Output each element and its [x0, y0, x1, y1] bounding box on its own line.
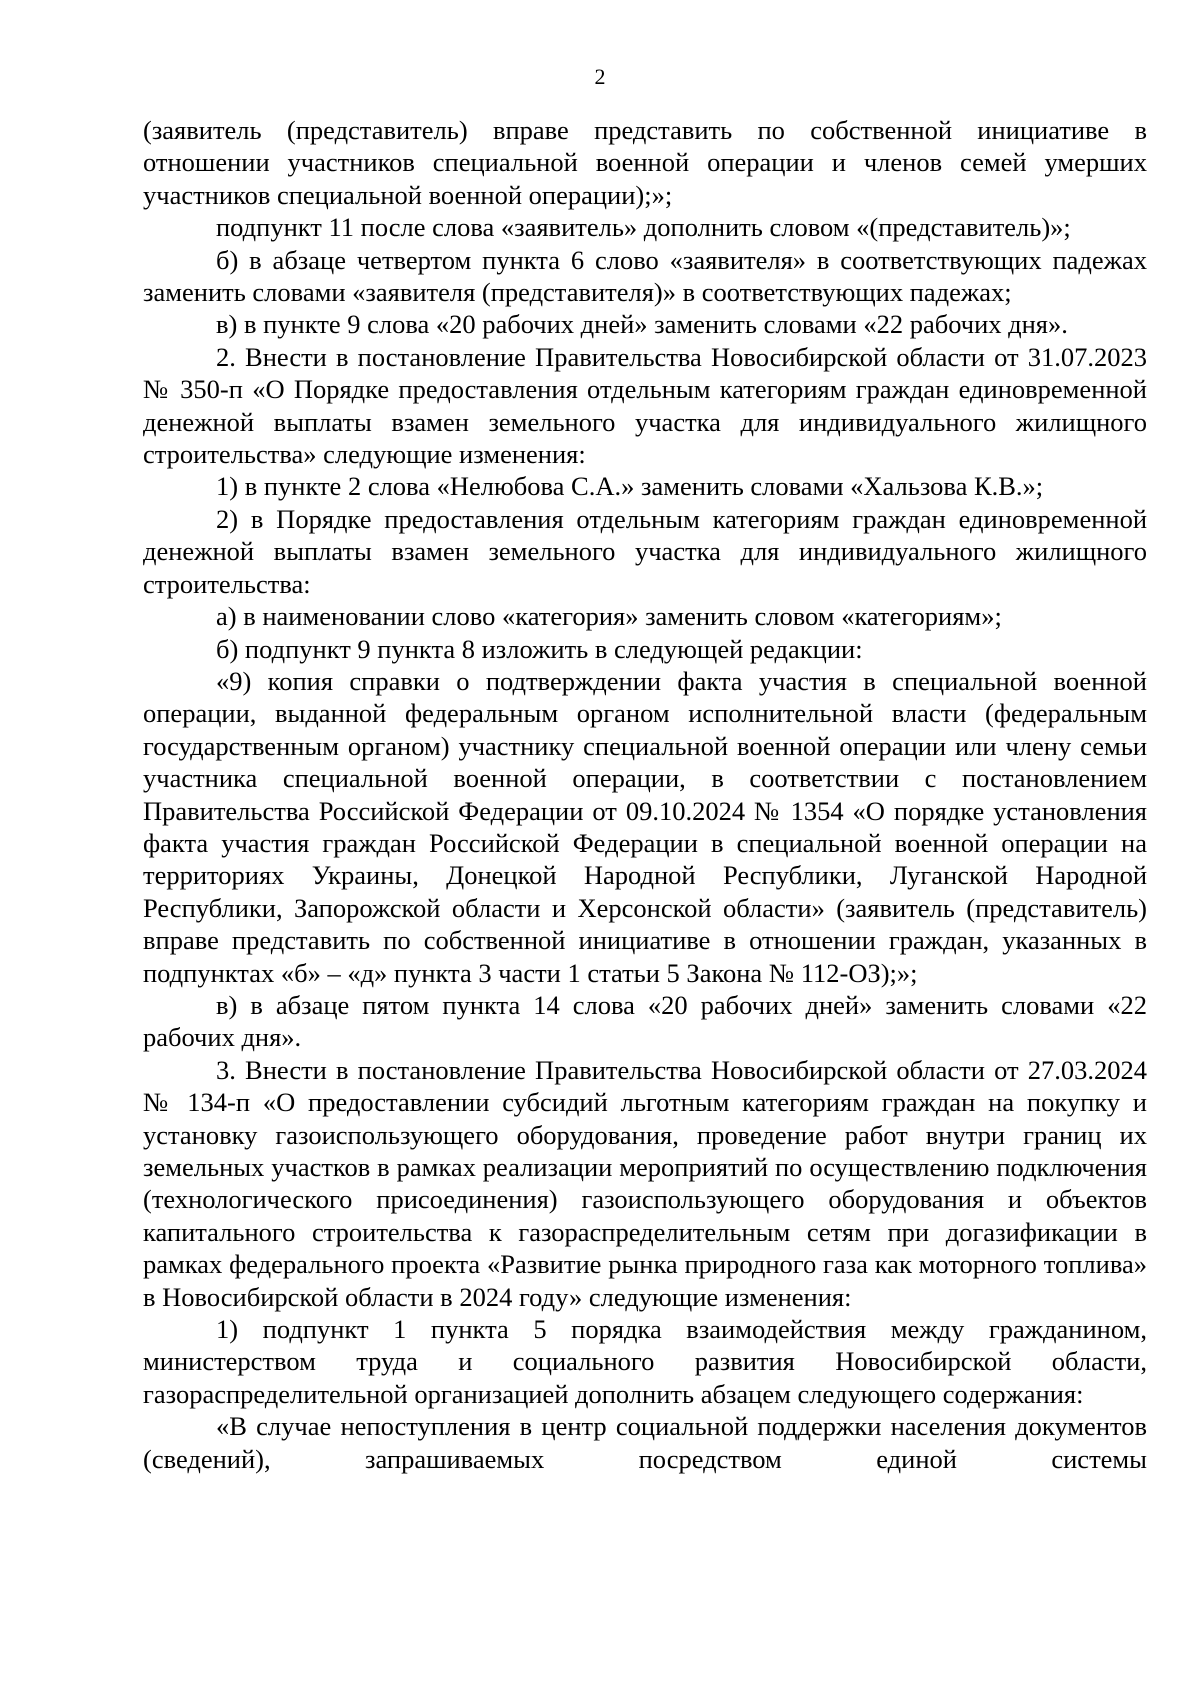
- paragraph-quoted-subitem-9: «9) копия справки о подтверждении факта участия в специальной военной операции, выданной федеральным органом исполнительной власти (федеральным государственным органом) участнику специальной военной операции или члену семьи участника специальной военной операции, в соответствии с постановлением Правительства Российской Федерации от 09.10.2024 № 1354 «О порядке установления факта участия граждан Российской Федерации в специальной военной операции на территориях Украины, Донецкой Народной Республики, Луганской Народной Республики, Запорожской области и Херсонской области» (заявитель (представитель) вправе представить по собственной инициативе в отношении граждан, указанных в подпунктах «б» – «д» пункта 3 части 1 статьи 5 Закона № 112-ОЗ);»;: [143, 665, 1147, 988]
- paragraph-section-2-item-a: а) в наименовании слово «категория» заменить словом «категориям»;: [216, 601, 1002, 632]
- page-number: 2: [594, 64, 606, 89]
- paragraph-continuation: (заявитель (представитель) вправе представить по собственной инициативе в отношении участников специальной военной операции и членов семей умерших участников специальной военной операции);»;: [143, 115, 1147, 210]
- paragraph-section-2-item-1: 1) в пункте 2 слова «Нелюбова С.А.» заменить словами «Хальзова К.В.»;: [216, 471, 1044, 502]
- paragraph-quoted-addition: «В случае непоступления в центр социальной поддержки населения документов (сведений), запрашиваемых посредством единой системы: [143, 1411, 1147, 1474]
- paragraph-section-3: 3. Внести в постановление Правительства Новосибирской области от 27.03.2024 № 134-п «О предоставлении субсидий льготным категориям граждан на покупку и установку газоиспользующего оборудования, проведение работ внутри границ их земельных участков в рамках реализации мероприятий по осуществлению подключения (технологического присоединения) газоиспользующего оборудования и объектов капитального строительства к газораспределительным сетям при догазификации в рамках федерального проекта «Развитие рынка природного газа как моторного топлива» в Новосибирской области в 2024 году» следующие изменения:: [143, 1054, 1147, 1312]
- paragraph-section-2-item-v: в) в абзаце пятом пункта 14 слова «20 рабочих дней» заменить словами «22 рабочих дня».: [143, 989, 1147, 1053]
- paragraph-subitem-11: подпункт 11 после слова «заявитель» дополнить словом «(представитель)»;: [216, 212, 1071, 243]
- paragraph-section-2: 2. Внести в постановление Правительства Новосибирской области от 31.07.2023 № 350-п «О Порядке предоставления отдельным категориям граждан единовременной денежной выплаты взамен земельного участка для индивидуального жилищного строительства» следующие изменения:: [143, 341, 1147, 470]
- paragraph-item-v-point-9: в) в пункте 9 слова «20 рабочих дней» заменить словами «22 рабочих дня».: [216, 309, 1068, 340]
- paragraph-item-b-point-6: б) в абзаце четвертом пункта 6 слово «заявителя» в соответствующих падежах заменить словами «заявителя (представителя)» в соответствующих падежах;: [143, 244, 1147, 308]
- paragraph-section-2-item-b: б) подпункт 9 пункта 8 изложить в следующей редакции:: [216, 633, 863, 664]
- paragraph-section-2-item-2: 2) в Порядке предоставления отдельным категориям граждан единовременной денежной выплаты взамен земельного участка для индивидуального жилищного строительства:: [143, 503, 1147, 599]
- document-body: [143, 114, 1147, 1475]
- paragraph-section-3-item-1: 1) подпункт 1 пункта 5 порядка взаимодействия между гражданином, министерством труда и социального развития Новосибирской области, газораспределительной организацией дополнить абзацем следующего содержания:: [143, 1314, 1147, 1409]
